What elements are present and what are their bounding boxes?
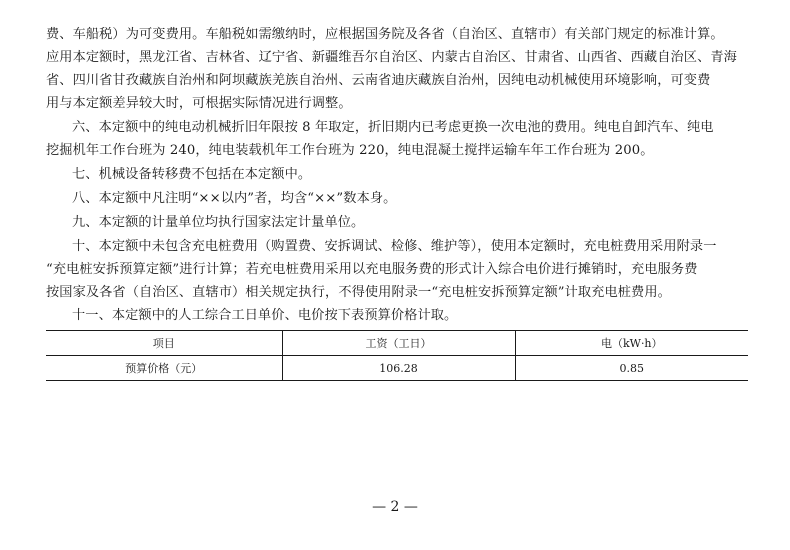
body-line-4: 用与本定额差异较大时，可根据实际情况进行调整。 [46, 96, 352, 111]
table-header-row [46, 331, 748, 356]
electricity-price-value: 0.85 [515, 356, 748, 381]
body-line-2: 应用本定额时，黑龙江省、吉林省、辽宁省、新疆维吾尔自治区、内蒙古自治区、甘肃省、山西省、西藏自治区、青海 [46, 50, 737, 65]
page-number: — 2 — [372, 499, 418, 515]
table-row [46, 356, 748, 381]
clause-ten-line-2: “充电桩安拆预算定额”进行计算；若充电桩费用采用以充电服务费的形式计入综合电价进行摊销时，充电服务费 [46, 262, 698, 277]
header-electricity: 电（kW·h） [515, 331, 748, 356]
price-table [46, 330, 748, 381]
header-labor-wage: 工资（工日） [282, 331, 515, 356]
body-line-1: 费、车船税）为可变费用。车船税如需缴纳时，应根据国务院及各省（自治区、直辖市）有关部门规定的标准计算。 [46, 27, 724, 42]
clause-ten-line-3: 按国家及各省（自治区、直辖市）相关规定执行，不得使用附录一“充电桩安拆预算定额”计取充电桩费用。 [46, 285, 671, 300]
header-item: 项目 [46, 331, 282, 356]
clause-seven: 七、机械设备转移费不包括在本定额中。 [72, 167, 312, 182]
clause-six-line-2: 挖掘机年工作台班为 240，纯电装载机年工作台班为 220，纯电混凝土搅拌运输车年工作台班为 200。 [46, 143, 654, 158]
clause-ten-line-1: 十、本定额中未包含充电桩费用（购置费、安拆调试、检修、维护等），使用本定额时，充电桩费用采用附录一 [72, 239, 717, 254]
clause-nine: 九、本定额的计量单位均执行国家法定计量单位。 [72, 215, 365, 230]
clause-eight: 八、本定额中凡注明“××以内”者，均含“××”数本身。 [72, 191, 397, 206]
body-line-3: 省、四川省甘孜藏族自治州和阿坝藏族羌族自治州、云南省迪庆藏族自治州，因纯电动机械使用环境影响，可变费 [46, 73, 711, 88]
clause-six-line-1: 六、本定额中的纯电动机械折旧年限按 8 年取定，折旧期内已考虑更换一次电池的费用。纯电自卸汽车、纯电 [72, 120, 714, 135]
clause-eleven: 十一、本定额中的人工综合工日单价、电价按下表预算价格计取。 [72, 308, 458, 323]
labor-wage-value: 106.28 [282, 356, 515, 381]
row-label: 预算价格（元） [46, 356, 282, 381]
